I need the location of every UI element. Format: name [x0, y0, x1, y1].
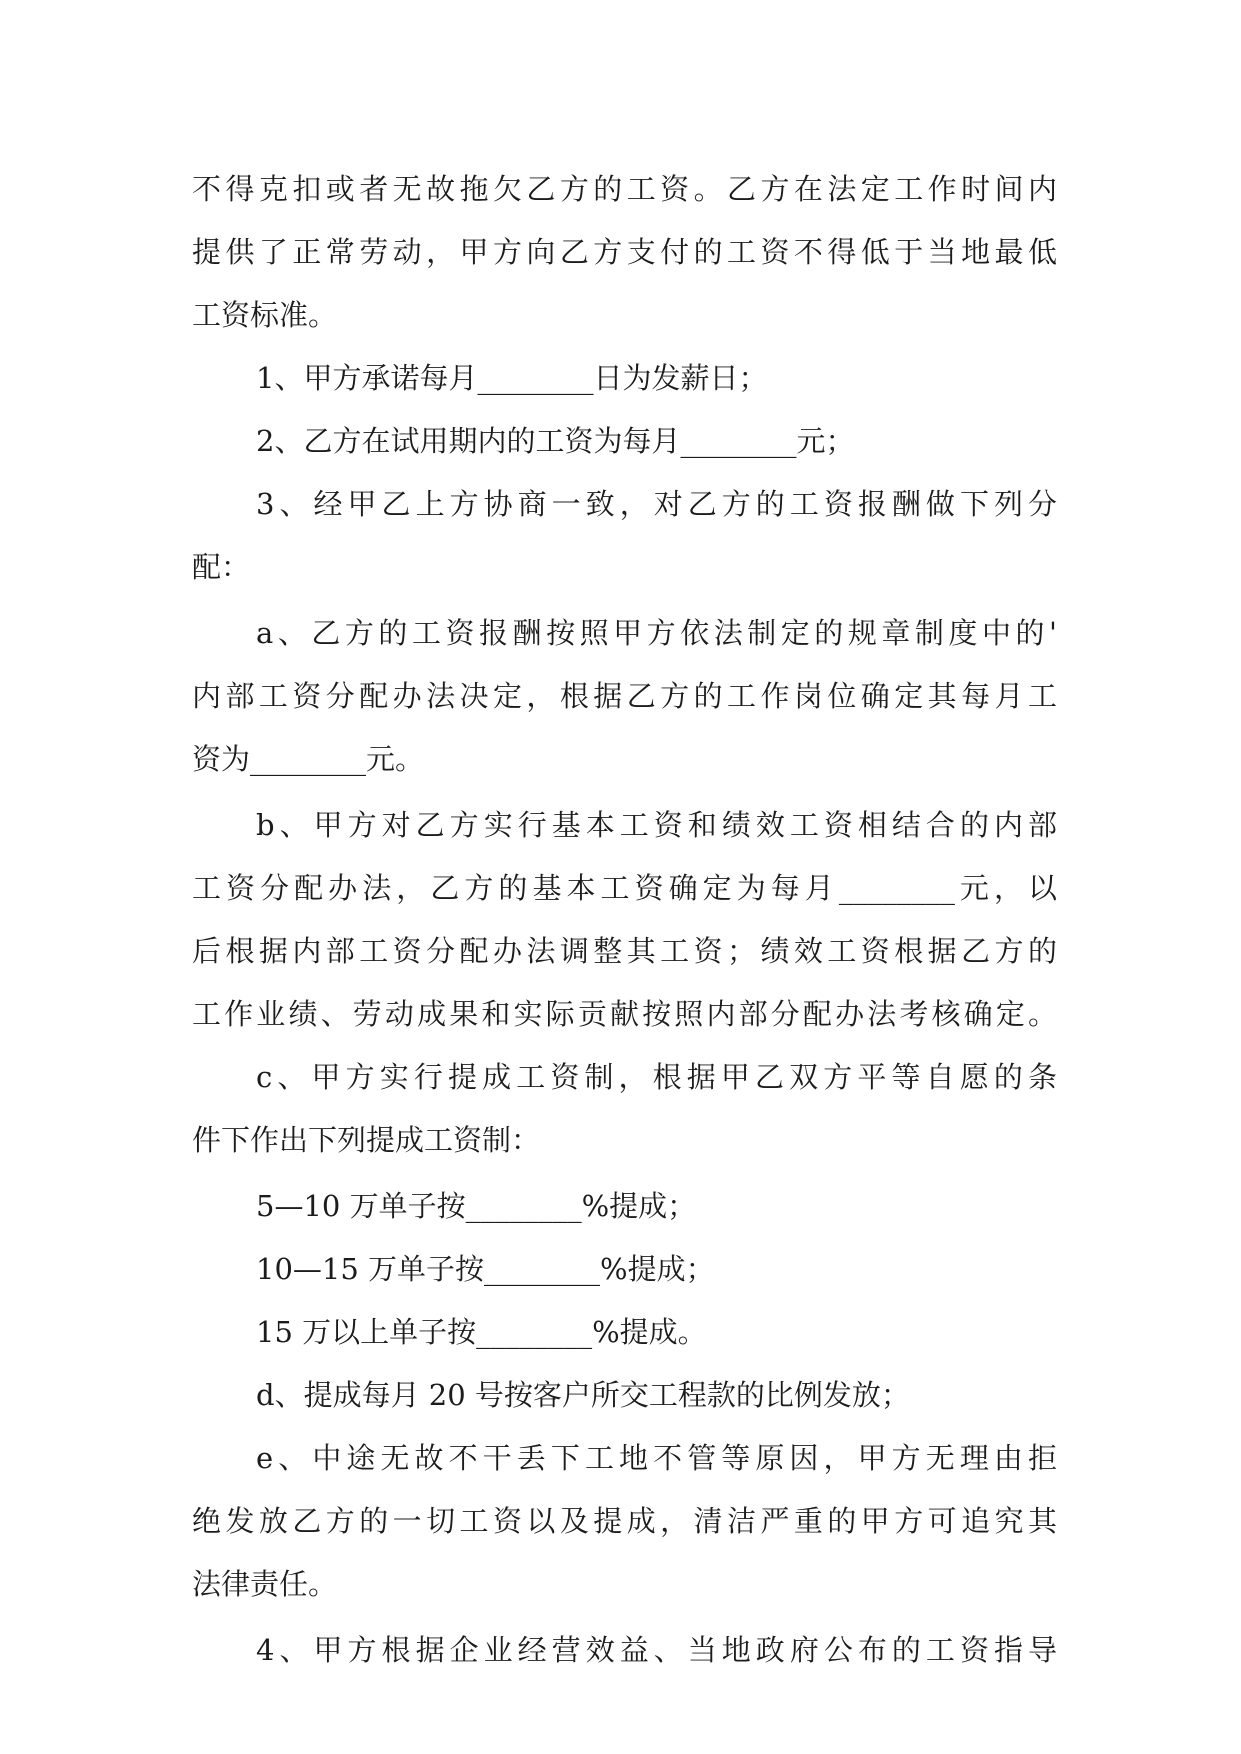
text-line: 件下作出下列提成工资制： [192, 1123, 541, 1157]
text-line: 不得克扣或者无故拖欠乙方的工资。乙方在法定工作时间内 [192, 172, 1057, 206]
contract-body-text [192, 158, 1057, 1682]
text-line: 后根据内部工资分配办法调整其工资；绩效工资根据乙方的 [192, 934, 1057, 968]
text-line: 资为________元。 [192, 742, 425, 776]
clause-3a: a、乙方的工资报酬按照甲方依法制定的规章制度中的' [256, 616, 1057, 650]
text-line: 配： [192, 550, 251, 584]
clause-4: 4、甲方根据企业经营效益、当地政府公布的工资指导 [256, 1633, 1057, 1667]
text-line: 内部工资分配办法决定，根据乙方的工作岗位确定其每月工 [192, 679, 1057, 713]
clause-1-payday: 1、甲方承诺每月________日为发薪日； [256, 361, 768, 395]
text-line: 工资标准。 [192, 298, 338, 332]
clause-3c: c、甲方实行提成工资制，根据甲乙双方平等自愿的条 [256, 1060, 1057, 1094]
clause-2-probation-wage: 2、乙方在试用期内的工资为每月________元； [256, 424, 855, 458]
clause-3e: e、中途无故不干丢下工地不管等原因，甲方无理由拒 [256, 1441, 1057, 1475]
clause-3-wage-allocation: 3、经甲乙上方协商一致，对乙方的工资报酬做下列分 [256, 487, 1057, 521]
clause-3d: d、提成每月 20 号按客户所交工程款的比例发放； [256, 1378, 910, 1412]
commission-tier-2: 10—15 万单子按________%提成； [256, 1252, 715, 1286]
text-line: 提供了正常劳动，甲方向乙方支付的工资不得低于当地最低 [192, 235, 1057, 269]
text-line: 工资分配办法，乙方的基本工资确定为每月________元，以 [192, 871, 1057, 905]
clause-3b: b、甲方对乙方实行基本工资和绩效工资相结合的内部 [256, 808, 1057, 842]
text-line: 工作业绩、劳动成果和实际贡献按照内部分配办法考核确定。 [192, 997, 1057, 1031]
text-line: 法律责任。 [192, 1567, 338, 1601]
text-line: 绝发放乙方的一切工资以及提成，清洁严重的甲方可追究其 [192, 1504, 1057, 1538]
commission-tier-1: 5—10 万单子按________%提成； [256, 1189, 697, 1223]
commission-tier-3: 15 万以上单子按________%提成。 [256, 1315, 707, 1349]
